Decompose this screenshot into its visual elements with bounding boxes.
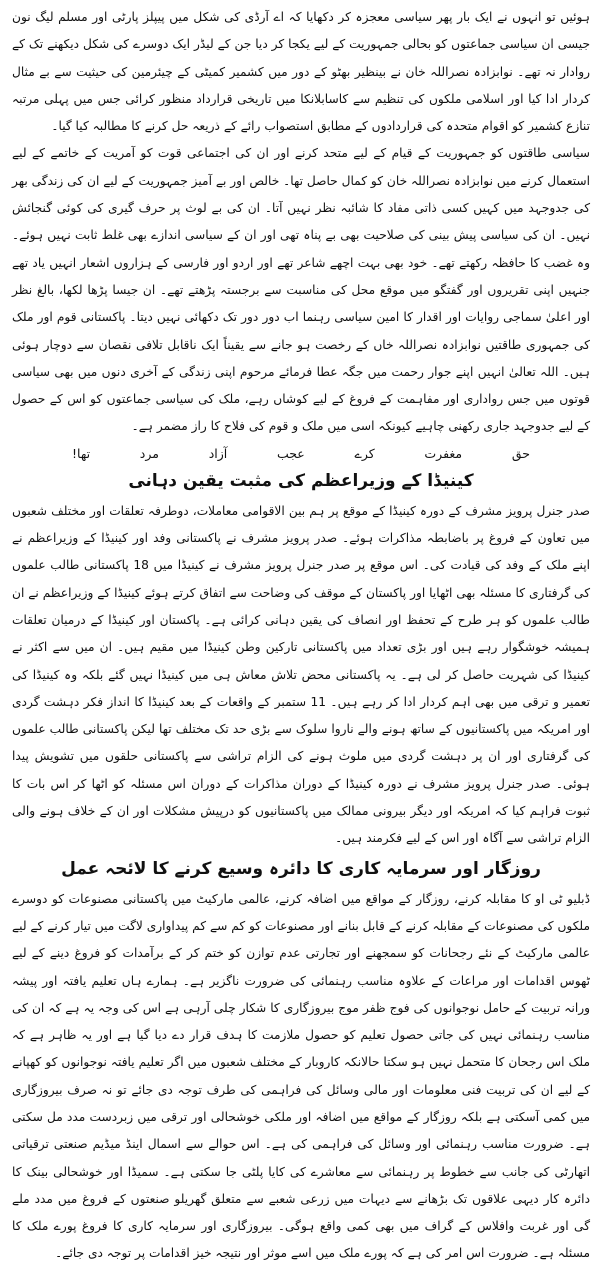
article2-paragraph: صدر جنرل پرویز مشرف کے دورہ کینیڈا کے موقع پر ہم بین الاقوامی معاملات، دوطرفہ تعلقات اور مختلف شعبوں میں تعاون کے فروغ پر باضابطہ مذاکرات ہوئے۔ صدر پرویز مشرف نے پاکستانی وفد اور کینیڈا کے وزیراعظم نے اپنے ملک کے وفد کی قیادت کی۔ اس موقع پر صدر جنرل پرویز مشرف نے کینیڈا میں 18 پاکستانی طالب علموں کی گرفتاری کا مسئلہ بھی اٹھایا اور پاکستان کے موقف کی وضاحت سے اتفاق کرتے ہوئے کینیڈا کے وزیراعظم نے ان طالب علموں کو ہر طرح کے تحفظ اور انصاف کی یقین دہانی کرائی ہے۔ پاکستان اور کینیڈا کے درمیان تعلقات ہمیشہ خوشگوار رہے ہیں اور بڑی تعداد میں پاکستانی تارکین وطن کینیڈا میں مقیم ہیں۔ ان میں سے اکثر نے کینیڈا کی شہریت حاصل کر لی ہے۔ یہ پاکستانی محض تلاش معاش ہی میں کینیڈا نہیں گئے بلکہ وہ کینیڈا کی تعمیر و ترقی میں بھی اہم کردار ادا کر رہے ہیں۔ 11 ستمبر کے واقعات کے بعد کینیڈا کا انداز فکر دہشت گردی اور امریکہ میں پاکستانیوں کے ساتھ ہونے والے ناروا سلوک سے بڑی حد تک مختلف تھا لیکن پاکستانی طالب علموں کی گرفتاری اور ان پر دہشت گردی میں ملوث ہونے کی الزام تراشی سے پاکستانی حلقوں میں تشویش پیدا ہوئی۔ صدر جنرل پرویز مشرف نے دورہ کینیڈا کے دوران مذاکرات کے دوران اس مسئلہ کو اٹھا کر اس بات کا ثبوت فراہم کیا کہ امریکہ اور دیگر بیرونی ممالک میں پاکستانیوں کو درپیش مشکلات اور ان کے خلاف ہونے والی الزام تراشی سے آگاہ اور اس کے لیے فکرمند ہیں۔	[12, 503, 591, 846]
article1-paragraph-1: ہوئیں تو انہوں نے ایک بار پھر سیاسی معجزہ کر دکھایا کہ اے آرڈی کی شکل میں پیپلز پارٹی اور مسلم لیگ نون جیسی ان سیاسی جماعتوں کو بحالی جمہوریت کے لیے یکجا کر دیا جن کے لیڈر ایک دوسرے کی شکل دیکھنے تک کے روادار نہ تھے۔ نوابزادہ نصراللہ خان نے بینظیر بھٹو کے دور میں کشمیر کمیٹی کے چیئرمین کی حیثیت سے بے مثال کردار ادا کیا اور اسلامی ملکوں کی تنظیم سے کاسابلانکا میں تاریخی قرارداد منظور کرائی جس میں پہلی مرتبہ تنازع کشمیر کو اقوام متحدہ کی قراردادوں کے مطابق استصواب رائے کے ذریعہ حل کرنے کا مطالبہ کیا گیا۔	[12, 10, 590, 134]
verse-word: آزاد	[208, 445, 228, 461]
verse-word: مغفرت	[424, 445, 463, 461]
verse-word: تھا!	[72, 445, 91, 461]
verse-word: مرد	[139, 445, 159, 461]
verse-word: حق	[511, 445, 530, 461]
closing-verse	[72, 443, 530, 465]
article3-paragraph: ڈبلیو ٹی او کا مقابلہ کرنے، روزگار کے مواقع میں اضافہ کرنے، عالمی مارکیٹ میں پاکستانی مصنوعات کو دوسرے ملکوں کی مصنوعات کے مقابلہ کرنے کے قابل بنانے اور مصنوعات کو کم سے کم پیداواری لاگت میں تیار کرنے کے لیے عالمی مارکیٹ کے نئے رجحانات کو سمجھنے اور تجارتی عدم توازن کو ختم کر کے برآمدات کو فروغ دینے کے لیے ٹھوس اقدامات اور مراعات کے علاوہ مناسب رہنمائی کی ضرورت ناگزیر ہے۔ ہمارے ہاں تعلیم یافتہ اور پیشہ ورانہ تربیت کے حامل نوجوانوں کی فوج ظفر موج بیروزگاری کا شکار چلی آرہی ہے اس کی وجہ یہ ہے کہ ان کی مناسب رہنمائی نہیں کی جاتی حصول تعلیم کو حصول ملازمت کا ہدف قرار دے دیا گیا ہے اور یہ ظاہر ہے کہ ملک اس رجحان کا متحمل نہیں ہو سکتا حالانکہ کاروبار کے مختلف شعبوں میں اگر تعلیم یافتہ نوجوانوں کو کھپانے کے لیے ان کی تربیت فنی معلومات اور مالی وسائل کی فراہمی کی طرف توجہ دی جائے تو نہ صرف بیروزگاری میں کمی آسکتی ہے بلکہ روزگار کے مواقع میں اضافہ اور ملکی خوشحالی اور ترقی میں زبردست مدد مل سکتی ہے۔ ضرورت مناسب رہنمائی اور وسائل کی فراہمی کی ہے۔ اس حوالے سے اسمال اینڈ میڈیم صنعتی ترقیاتی اتھارٹی کی جانب سے خطوط پر رہنمائی سے معاشرے کی کایا پلٹی جا سکتی ہے۔ سمیڈا اور خوشحالی بینک کا دائرہ کار دیہی علاقوں تک بڑھانے سے دیہات میں زرعی شعبے سے متعلق گھریلو صنعتوں کے فروغ میں مدد ملے گی اور غربت وافلاس کے گراف میں بھی کمی واقع ہوگی۔ بیروزگاری اور سرمایہ کاری کا فروغ پورے ملک کا مسئلہ ہے۔ ضرورت اس امر کی ہے کہ پورے ملک میں اسے موثر اور نتیجہ خیز اقدامات پر توجہ دی جائے۔	[12, 891, 590, 1261]
verse-word: عجب	[276, 445, 305, 461]
article1-paragraph-2: سیاسی طاقتوں کو جمہوریت کے قیام کے لیے متحد کرنے اور ان کی اجتماعی قوت کو آمریت کے خاتمے کے لیے استعمال کرنے میں نوابزادہ نصراللہ خان کو کمال حاصل تھا۔ خالص اور بے آمیز جمہوریت کے لیے ان کی زندگی بھر کی جدوجہد میں کہیں کسی ذاتی مفاد کا شائبہ نظر نہیں آتا۔ ان کی بے لوث پر حرف گیری کی کوئی گنجائش نہیں۔ ان کی سیاسی پیش بینی کی صلاحیت بھی بے پناہ تھی اور ان کے سیاسی اندازے بھی غلط ثابت نہیں ہوئے۔ وہ غضب کا حافظہ رکھتے تھے۔ خود بھی بہت اچھے شاعر تھے اور اردو اور فارسی کے ہزاروں اشعار انہیں یاد تھے جنہیں اپنی تقریروں اور گفتگو میں موقع محل کی مناسبت سے برجستہ پڑھتے تھے۔ ان جیسا پڑھا لکھا، بالغ نظر اور اعلیٰ سماجی روایات اور اقدار کا امین سیاسی رہنما اب دور دور تک دکھائی نہیں دیتا۔ پاکستانی قوم اور ملک کی جمہوری طاقتیں نوابزادہ نصراللہ خاں کے رخصت ہو جانے سے یقیناً ایک ناقابل تلافی نقصان سے دوچار ہوئی ہیں۔ اللہ تعالیٰ انہیں اپنے جوار رحمت میں جگہ عطا فرمائے مرحوم اپنی زندگی کے آخری دنوں میں بھی سیاسی قوتوں میں جس رواداری اور مفاہمت کے فروغ کے لیے کوشاں رہے، ملک کی سیاسی جماعتوں کو اس کے حصول کے لیے جدوجہد جاری رکھنی چاہیے کیونکہ اسی میں ملک و قوم کی فلاح کا راز مضمر ہے۔	[12, 146, 590, 434]
verse-word: کرے	[354, 445, 375, 461]
article2-heading: کینیڈا کے وزیراعظم کی مثبت یقین دہانی	[128, 470, 474, 491]
article3-heading: روزگار اور سرمایہ کاری کا دائرہ وسیع کرنے کا لائحہ عمل	[61, 858, 541, 879]
